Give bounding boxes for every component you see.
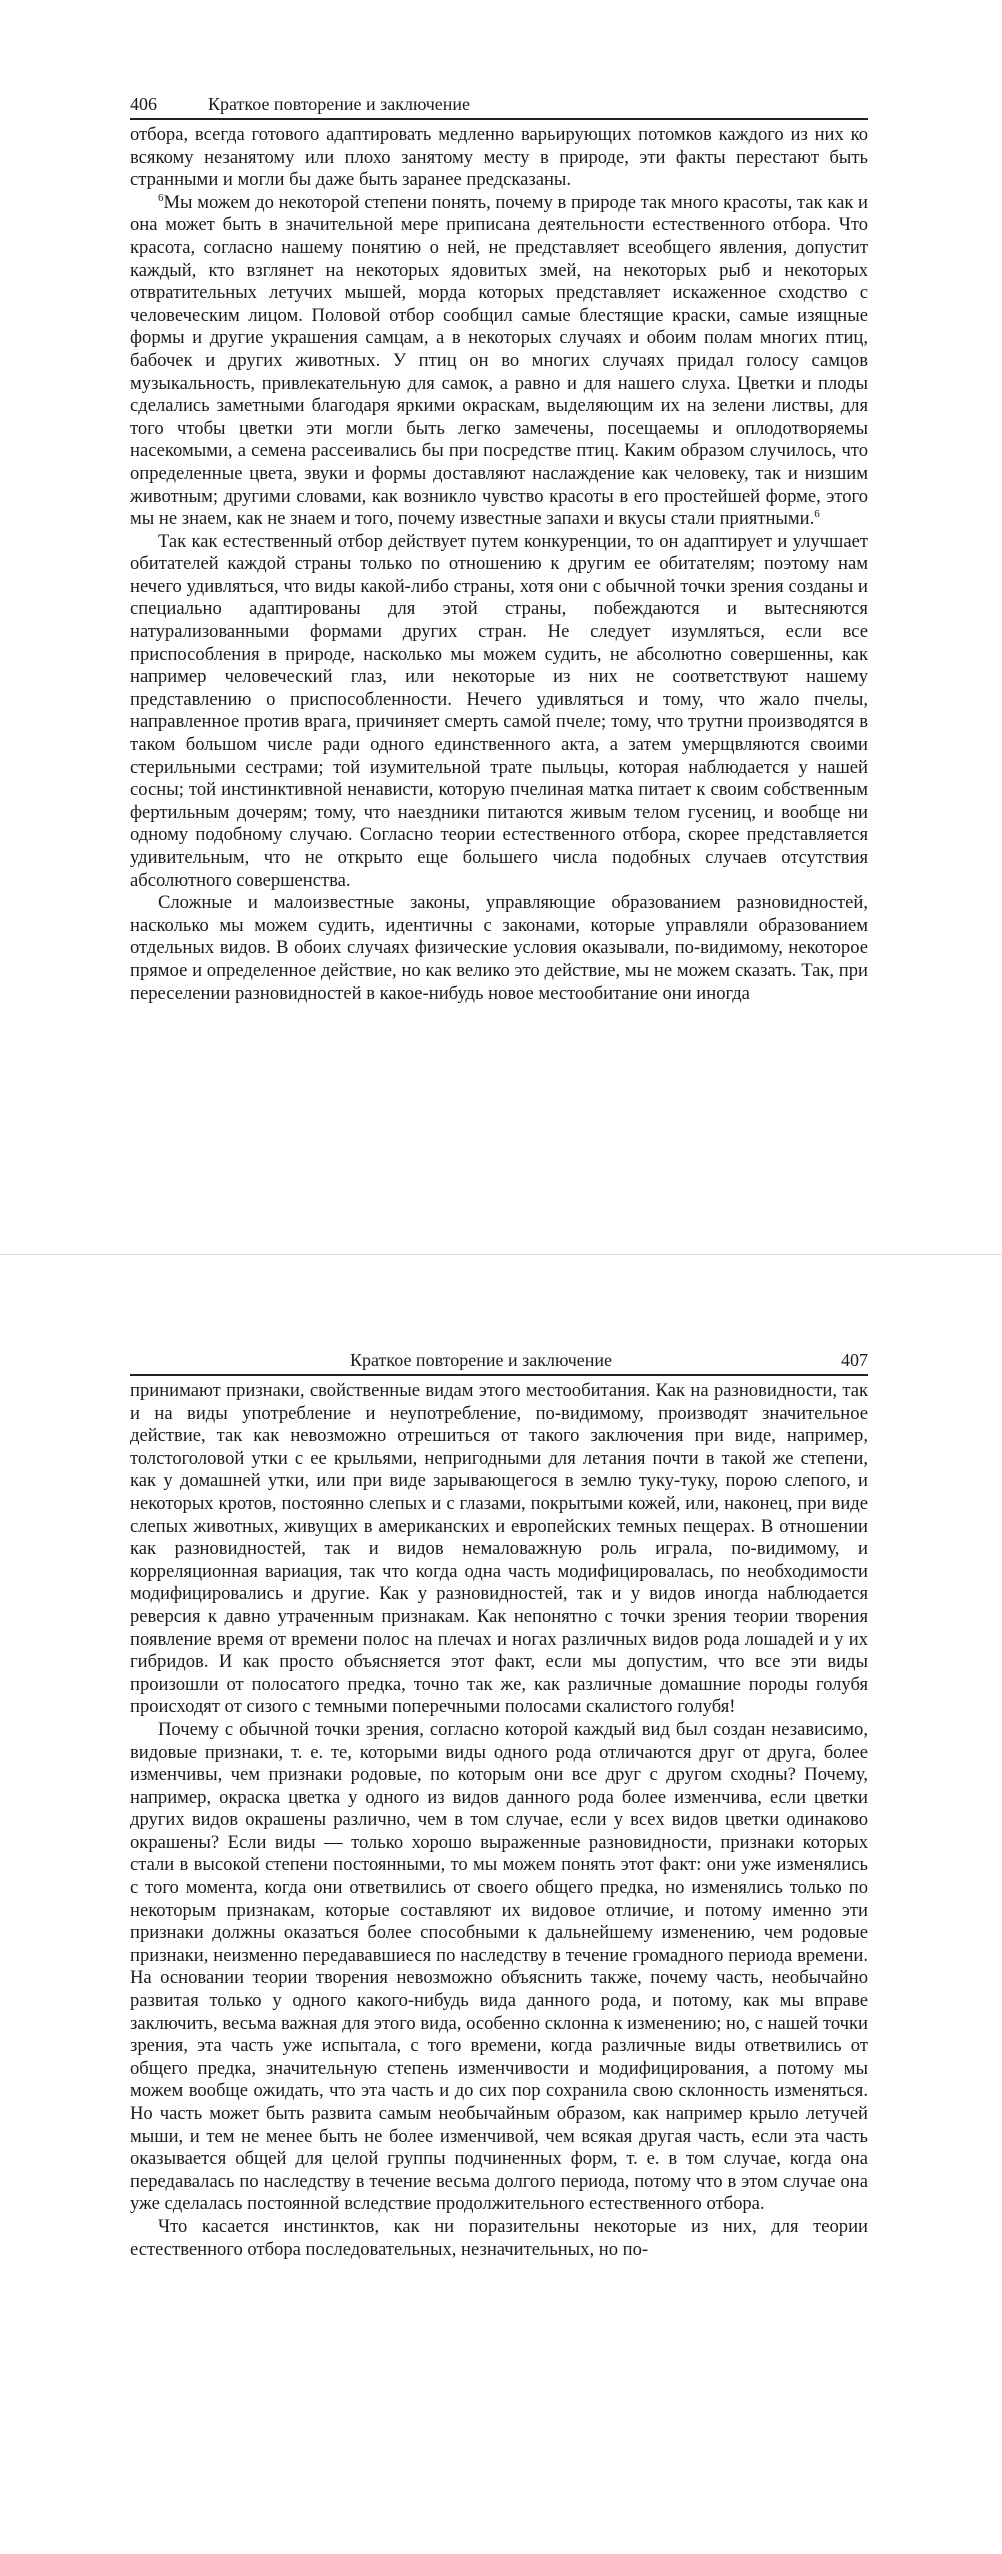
page-header (130, 90, 868, 120)
running-title: Краткое повторение и заключение (350, 1350, 613, 1370)
page-separator (0, 1254, 1002, 1302)
paragraph: принимают признаки, свойственные видам этого местообитания. Как на разновидности, так и на виды употребление и неупотребление, по-видимому, производят значительное действие, так как невозможно отрешиться от такого заключения при виде, например, толстоголовой утки с ее крыльями, непригодными для летания почти в такой же степени, как у домашней утки, или при виде зарывающегося в землю туку-туку, порою слепого, и некоторых кротов, постоянно слепых и с глазами, покрытыми кожей, или, наконец, при виде слепых животных, живущих в американских и европейских темных пещерах. В отношении как разновидностей, так и видов немаловажную роль играла, по-видимому, и корреляционная вариация, так что когда одна часть модифицировалась, по необходимости модифицировались и другие. Как у разновидностей, так и у видов иногда наблюдается реверсия к давно утраченным признакам. Как непонятно с точки зрения теории творения появление время от времени полос на плечах и ногах различных видов рода лошадей и у их гибридов. И как просто объясняется этот факт, если мы допустим, что все эти виды произошли от полосатого предка, точно так же, как различные домашние породы голубя происходят от сизого с темными поперечными полосами скалистого голубя! (130, 1380, 868, 1718)
note-marker: 6 (158, 191, 164, 204)
paragraph: Почему с обычной точки зрения, согласно которой каждый вид был создан независимо, видовые признаки, т. е. те, которыми виды одного рода отличаются друг от друга, более изменчивы, чем признаки родовые, по которым они все друг с другом сходны? Почему, например, окраска цветка у одного из видов данного рода более изменчива, если цветки других видов окрашены различно, чем в том случае, если у всех видов цветки одинаково окрашены? Если виды — только хорошо выраженные разновидности, признаки которых стали в высокой степени постоянными, то мы можем понять этот факт: они уже изменялись с того момента, когда они ответвились от своего общего предка, но изменялись только по некоторым признакам, которые составляют их видовое отличие, и потому именно эти признаки должны оказаться более способными к дальнейшему изменению, чем родовые признаки, неизменно передававшиеся по наследству в течение громадного периода времени. На основании теории творения невозможно объяснить также, почему часть, необычайно развитая только у одного какого-нибудь вида данного рода, и потому, как мы вправе заключить, весьма важная для этого вида, особенно склонна к изменению; но, с нашей точки зрения, эта часть уже испытала, с того времени, когда различные виды ответвились от общего предка, значительную степень изменчивости и модифицирования, а потому мы можем вообще ожидать, что эта часть и до сих пор сохранила свою склонность изменяться. Но часть может быть развита самым необычайным образом, как например крыло летучей мыши, и тем не менее быть не более изменчивой, чем всякая другая часть, если эта часть оказывается общей для целой группы подчиненных форм, т. е. в том случае, когда она передавалась по наследству в течение весьма долгого периода, потому что в этом случае она уже сделалась постоянной вследствие продолжительного естественного отбора. (130, 1718, 868, 2215)
paragraph: Что касается инстинктов, как ни поразительны некоторые из них, для теории естественного отбора последовательных, незначительных, но по- (130, 2215, 868, 2260)
page-407 (0, 1300, 1002, 2554)
paragraph: отбора, всегда готового адаптировать медленно варьирующих потомков каждого из них ко всякому незанятому или плохо занятому месту в природе, эти факты перестают быть странными и могли бы даже быть заранее предсказаны. (130, 124, 868, 191)
paragraph: Так как естественный отбор действует путем конкуренции, то он адаптирует и улучшает обитателей каждой страны только по отношению к другим ее обитателям; поэтому нам нечего удивляться, что виды какой-либо страны, хотя они с обычной точки зрения созданы и специально адаптированы для этой страны, побеждаются и вытесняются натурализованными формами других стран. Не следует изумляться, если все приспособления в природе, насколько мы можем судить, не абсолютно совершенны, как например человеческий глаз, или некоторые из них не соответствуют нашему представлению о приспособленности. Нечего удивляться и тому, что жало пчелы, направленное против врага, причиняет смерть самой пчеле; тому, что трутни производятся в таком большом числе ради одного единственного акта, а затем умерщвляются своими стерильными сестрами; той изумительной трате пыльцы, которая наблюдается у нашей сосны; той инстинктивной ненависти, которую пчелиная матка питает к своим собственным фертильным дочерям; тому, что наездники питаются живым телом гусениц, и вообще ни одному подобному случаю. Согласно теории естественного отбора, скорее представляется удивительным, что не открыто еще большего числа подобных случаев отсутствия абсолютного совершенства. (130, 530, 868, 891)
paragraph: $^6$Мы можем до некоторой степени понять, почему в природе так много красоты, так как и она может быть в значительной мере приписана деятельности естественного отбора. Что красота, согласно нашему понятию о ней, не представляет всеобщего явления, допустит каждый, кто взглянет на некоторых ядовитых змей, на некоторых рыб и некоторых отвратительных летучих мышей, морда которых представляет искаженное сходство с человеческим лицом. Половой отбор сообщил самые блестящие краски, самые изящные формы и другие украшения самцам, а в некоторых случаях и обоим полам многих птиц, бабочек и других животных. У птиц он во многих случаях придал голосу самцов музыкальность, привлекательную для самок, а равно и для нашего слуха. Цветки и плоды сделались заметными благодаря яркими окраскам, выделяющим их на зелени листвы, для того чтобы цветки эти могли быть легко замечены, посещаемы и оплодотворяемы насекомыми, а семена рассеивались бы при посредстве птиц. Каким образом случилось, что определенные цвета, звуки и формы доставляют наслаждение как человеку, так и низшим животным; другими словами, как возникло чувство красоты в его простейшей форме, этого мы не знаем, как не знаем и того, почему известные запахи и вкусы стали приятными.$^6$ (130, 191, 868, 530)
endnote-ref: 6 (814, 507, 820, 520)
body-text (130, 124, 868, 1005)
page-number: 406 (130, 94, 157, 114)
page-406 (0, 0, 1002, 1254)
page-header (130, 1346, 868, 1376)
paragraph: Сложные и малоизвестные законы, управляющие образованием разновидностей, насколько мы можем судить, идентичны с законами, которые управляли образованием отдельных видов. В обоих случаях физические условия оказывали, по-видимому, некоторое прямое и определенное действие, но как велико это действие, мы не можем сказать. Так, при переселении разновидностей в какое-нибудь новое местообитание они иногда (130, 892, 868, 1004)
page-number: 407 (841, 1350, 868, 1370)
running-title: Краткое повторение и заключение (208, 94, 471, 114)
body-text (130, 1380, 868, 2261)
